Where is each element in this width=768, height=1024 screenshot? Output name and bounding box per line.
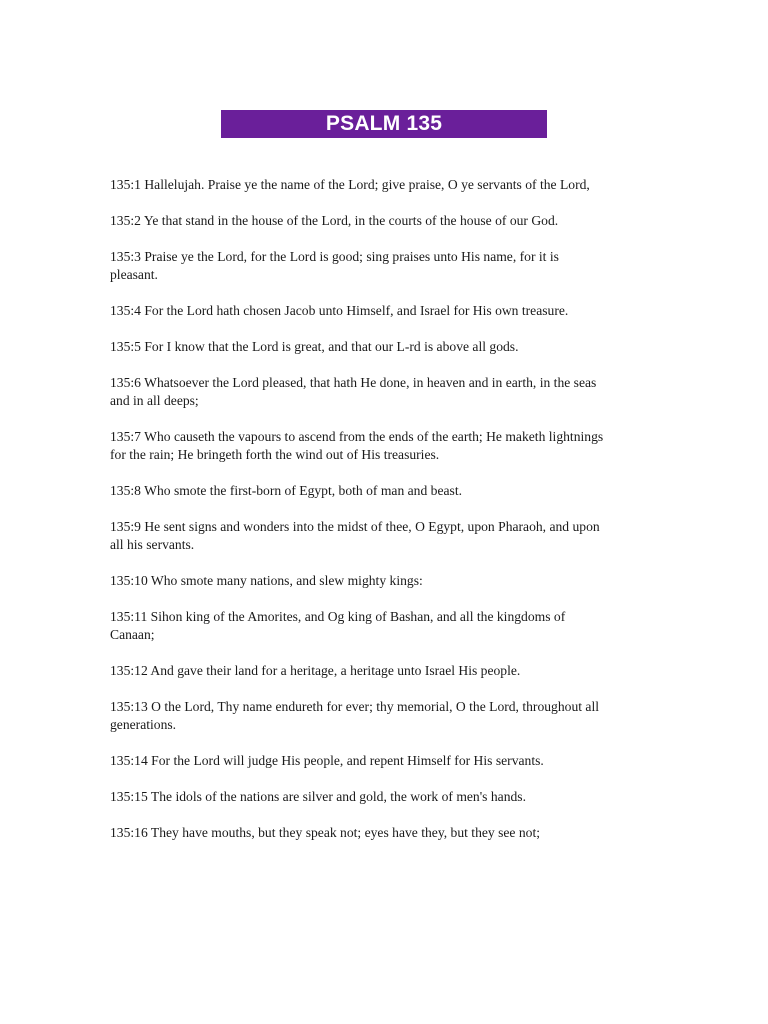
verse: 135:9 He sent signs and wonders into the midst of thee, O Egypt, upon Pharaoh, and upon all his servants. bbox=[110, 519, 600, 552]
verse: 135:1 Hallelujah. Praise ye the name of the Lord; give praise, O ye servants of the Lord, bbox=[110, 177, 590, 192]
verse: 135:8 Who smote the first-born of Egypt, both of man and beast. bbox=[110, 483, 462, 498]
verse: 135:10 Who smote many nations, and slew mighty kings: bbox=[110, 573, 423, 588]
verse: 135:5 For I know that the Lord is great, and that our L-rd is above all gods. bbox=[110, 339, 519, 354]
verse: 135:6 Whatsoever the Lord pleased, that hath He done, in heaven and in earth, in the seas and in all deeps; bbox=[110, 375, 597, 408]
verse: 135:7 Who causeth the vapours to ascend from the ends of the earth; He maketh lightnings for the rain; He bringeth forth the wind out of His treasuries. bbox=[110, 429, 604, 462]
title-banner bbox=[221, 110, 547, 138]
verse: 135:11 Sihon king of the Amorites, and Og king of Bashan, and all the kingdoms of Canaan; bbox=[110, 609, 566, 642]
verse: 135:16 They have mouths, but they speak not; eyes have they, but they see not; bbox=[110, 825, 541, 840]
verse: 135:12 And gave their land for a heritage, a heritage unto Israel His people. bbox=[110, 663, 521, 678]
page-title: PSALM 135 bbox=[325, 112, 443, 135]
verse: 135:3 Praise ye the Lord, for the Lord is good; sing praises unto His name, for it is pleasant. bbox=[110, 249, 559, 282]
verse: 135:15 The idols of the nations are silver and gold, the work of men's hands. bbox=[110, 789, 526, 804]
verse: 135:2 Ye that stand in the house of the Lord, in the courts of the house of our God. bbox=[110, 213, 559, 228]
verse-list bbox=[110, 176, 610, 860]
verse: 135:4 For the Lord hath chosen Jacob unto Himself, and Israel for His own treasure. bbox=[110, 303, 569, 318]
verse: 135:14 For the Lord will judge His people, and repent Himself for His servants. bbox=[110, 753, 544, 768]
verse: 135:13 O the Lord, Thy name endureth for ever; thy memorial, O the Lord, throughout all generations. bbox=[110, 699, 600, 732]
